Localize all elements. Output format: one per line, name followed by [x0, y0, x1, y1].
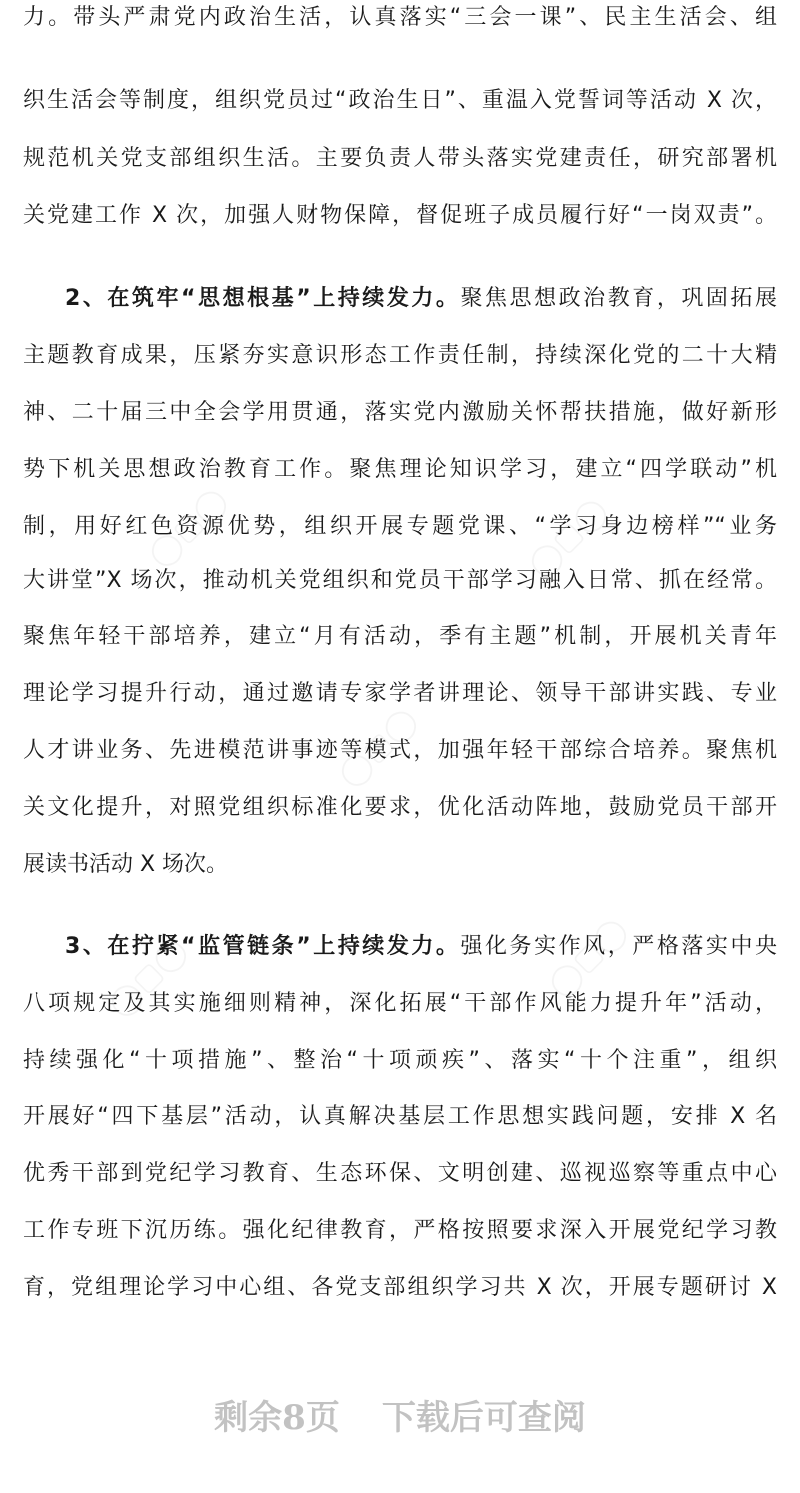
download-to-view-text: 下载后可查阅 — [381, 1398, 586, 1438]
paragraph-3-line: 育，党组理论学习中心组、各党支部组织学习共 X 次，开展专题研讨 X — [23, 1275, 777, 1300]
paragraph-2-line: 聚焦年轻干部培养，建立“月有活动，季有主题”机制，开展机关青年 — [23, 624, 777, 649]
paragraph-2-line: 制，用好红色资源优势，组织开展专题党课、“学习身边榜样”“业务 — [23, 514, 777, 539]
paragraph-2-line: 势下机关思想政治教育工作。聚焦理论知识学习，建立“四学联动”机 — [23, 457, 777, 482]
paragraph-2-first-line — [65, 284, 777, 314]
paragraph-2-line: 理论学习提升行动，通过邀请专家学者讲理论、领导干部讲实践、专业 — [23, 681, 777, 706]
paragraph-2-line: 神、二十届三中全会学用贯通，落实党内激励关怀帮扶措施，做好新形 — [23, 400, 777, 425]
paragraph-2-line: 主题教育成果，压紧夯实意识形态工作责任制，持续深化党的二十大精 — [23, 343, 777, 368]
paragraph-1-line: 力。带头严肃党内政治生活，认真落实“三会一课”、民主生活会、组 — [23, 5, 777, 30]
paragraph-2-line: 关文化提升，对照党组织标准化要求，优化活动阵地，鼓励党员干部开 — [23, 795, 777, 820]
paragraph-1-line: 织生活会等制度，组织党员过“政治生日”、重温入党誓词等活动 X 次， — [23, 88, 777, 113]
paragraph-3-first-line — [65, 932, 777, 962]
paragraph-3-heading: 3、在拧紧“监管链条”上持续发力。 — [65, 934, 461, 959]
download-prompt[interactable] — [0, 1393, 800, 1443]
paragraph-2-heading: 2、在筑牢“思想根基”上持续发力。 — [65, 286, 461, 311]
paragraph-3-line: 优秀干部到党纪学习教育、生态环保、文明创建、巡视巡察等重点中心 — [23, 1161, 777, 1186]
paragraph-3-first-line-text: 强化务实作风，严格落实中央 — [460, 934, 777, 959]
paragraph-2-line: 大讲堂”X 场次，推动机关党组织和党员干部学习融入日常、抓在经常。 — [23, 568, 777, 593]
paragraph-3-line: 持续强化“十项措施”、整治“十项顽疾”、落实“十个注重”，组织 — [23, 1048, 777, 1073]
paragraph-3-line: 八项规定及其实施细则精神，深化拓展“干部作风能力提升年”活动， — [23, 991, 777, 1016]
paragraph-3-line: 开展好“四下基层”活动，认真解决基层工作思想实践问题，安排 X 名 — [23, 1104, 777, 1129]
paragraph-2-line: 展读书活动 X 场次。 — [23, 852, 229, 877]
paragraph-1-line: 规范机关党支部组织生活。主要负责人带头落实党建责任，研究部署机 — [23, 146, 777, 171]
paragraph-1-line: 关党建工作 X 次，加强人财物保障，督促班子成员履行好“一岗双责”。 — [23, 203, 777, 228]
remaining-pages-text: 剩余8页 — [214, 1398, 340, 1438]
paragraph-3-line: 工作专班下沉历练。强化纪律教育，严格按照要求深入开展党纪学习教 — [23, 1218, 777, 1243]
paragraph-2-line: 人才讲业务、先进模范讲事迹等模式，加强年轻干部综合培养。聚焦机 — [23, 738, 777, 763]
paragraph-2-first-line-text: 聚焦思想政治教育，巩固拓展 — [460, 286, 777, 311]
